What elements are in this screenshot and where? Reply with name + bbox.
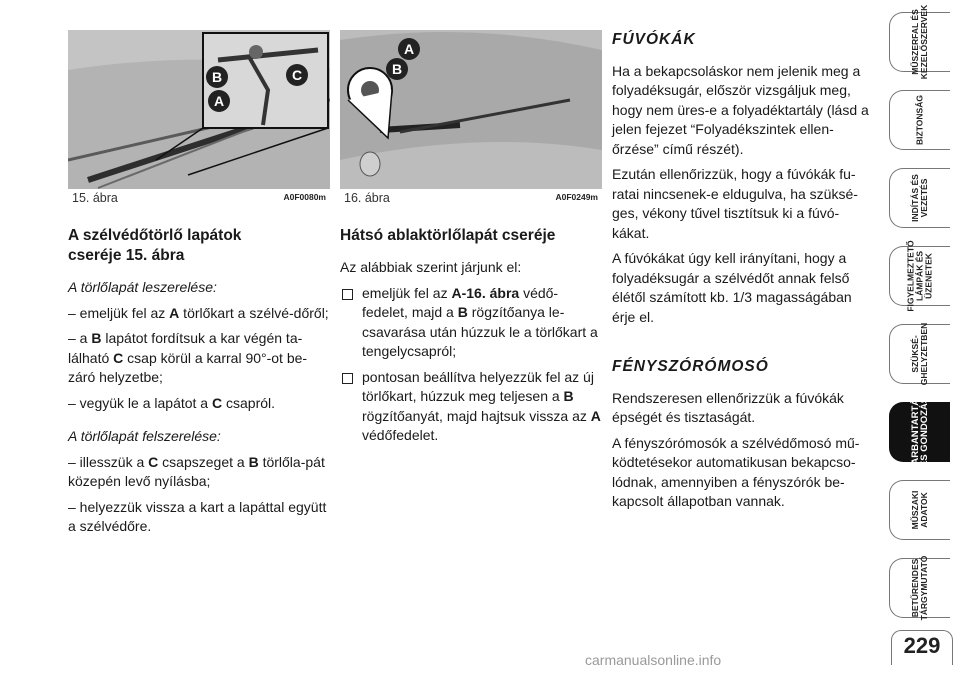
section-heading: Hátsó ablaktörlőlapát cseréje bbox=[340, 227, 556, 244]
section-heading bbox=[68, 226, 330, 266]
chapter-tab-label: BIZTONSÁG bbox=[914, 95, 925, 145]
label-a-marker: A bbox=[208, 90, 230, 112]
label-b-marker: B bbox=[386, 58, 408, 80]
section-title: FÚVÓKÁK bbox=[612, 31, 696, 48]
figure-16 bbox=[340, 30, 602, 189]
label-b-marker: B bbox=[206, 66, 228, 88]
chapter-tab-label: MŰSZAKI ADATOK bbox=[910, 490, 929, 530]
chapter-tab[interactable] bbox=[889, 392, 950, 472]
paragraph: – helyezzük vissza a kart a lapáttal együtt a szélvédőre. bbox=[68, 498, 327, 534]
watermark: carmanualsonline.info bbox=[585, 652, 722, 668]
paragraph: A fényszórómosók a szélvédőmosó mű-ködtetésekor automatikusan bekapcso-lódnak, amennyiben a fényszórók be-kapcsolt állapotban vannak. bbox=[612, 434, 860, 509]
paragraph: – emeljük fel az A törlőkart a szélvé-dőről; bbox=[68, 304, 329, 321]
paragraph: Ezután ellenőrizzük, hogy a fúvókák fu-ratai nincsenek-e eldugulva, ha szüksé-ges, vékony tűvel tisztítsuk ki a fúvó-kákat. bbox=[612, 166, 858, 241]
page-number-box bbox=[891, 630, 953, 665]
column-rear-wiper bbox=[340, 226, 602, 452]
paragraph: – a B lapátot fordítsuk a kar végén ta-lálható C csap körül a karral 90°-ot be-záró helyzetbe; bbox=[68, 330, 308, 385]
rear-wiper-illustration bbox=[340, 30, 602, 189]
heading-line: A szélvédőtörlő lapátok bbox=[68, 227, 242, 244]
subheading: A törlőlapát leszerelése: bbox=[68, 279, 217, 295]
page-number: 229 bbox=[903, 633, 941, 658]
paragraph: – vegyük le a lapátot a C csapról. bbox=[68, 394, 276, 411]
chapter-tab[interactable] bbox=[889, 90, 950, 150]
bullet-list bbox=[340, 284, 602, 446]
label-a-marker: A bbox=[398, 38, 420, 60]
figure-caption: 15. ábra bbox=[72, 191, 118, 205]
chapter-tab[interactable] bbox=[889, 480, 950, 540]
label-c-marker: C bbox=[286, 64, 308, 86]
chapter-tab[interactable] bbox=[889, 555, 950, 621]
list-item: emeljük fel az A-16. ábra védő-fedelet, majd a B rögzítőanya le-csavarása után húzzuk le a törlőkart a tengelycsapról; bbox=[340, 284, 602, 362]
chapter-tab[interactable] bbox=[889, 168, 950, 228]
chapter-tab-label: KARBANTARTÁS ÉS GONDOZÁS bbox=[910, 392, 930, 472]
column-nozzles bbox=[612, 30, 870, 518]
figure-15-caption bbox=[68, 189, 330, 209]
chapter-tab[interactable] bbox=[889, 324, 950, 384]
paragraph: Ha a bekapcsoláskor nem jelenik meg a folyadéksugár, először vizsgáljuk meg, hogy nem üres-e a folyadéktartály (lásd a jelen fejezet “Folyadékszintek ellen-őrzése” című részét). bbox=[612, 62, 869, 157]
chapter-tab[interactable] bbox=[889, 4, 950, 80]
paragraph: A fúvókákat úgy kell irányítani, hogy a folyadéksugár a szélvédőt annak felső élétől számított kb. 1/3 magasságában érje el. bbox=[612, 250, 852, 325]
column-windshield-wiper bbox=[68, 226, 330, 543]
list-item: pontosan beállítva helyezzük fel az új törlőkart, húzzuk meg teljesen a B rögzítőanyát, majd hajtsuk vissza az A védőfedelet. bbox=[340, 368, 602, 446]
section-title: FÉNYSZÓRÓMOSÓ bbox=[612, 358, 769, 375]
figure-code: A0F0249m bbox=[555, 192, 598, 202]
paragraph: Rendszeresen ellenőrizzük a fúvókák épségét és tisztaságát. bbox=[612, 389, 844, 425]
figure-code: A0F0080m bbox=[283, 192, 326, 202]
paragraph: – illesszük a C csapszeget a B törlőla-pát közepén levő nyílásba; bbox=[68, 453, 325, 489]
checkbox-bullet-icon bbox=[342, 373, 353, 384]
paragraph: Az alábbiak szerint járjunk el: bbox=[340, 259, 522, 275]
wiper-blade-illustration bbox=[68, 30, 330, 189]
chapter-tab-label: MŰSZERFAL ÉS KEZELŐSZERVEK bbox=[910, 4, 929, 80]
figure-16-caption bbox=[340, 189, 602, 209]
chapter-tabs bbox=[885, 0, 960, 677]
chapter-tab-label: INDÍTÁS ÉS VEZETÉS bbox=[910, 174, 929, 222]
subheading: A törlőlapát felszerelése: bbox=[68, 428, 221, 444]
figure-caption: 16. ábra bbox=[344, 191, 390, 205]
checkbox-bullet-icon bbox=[342, 289, 353, 300]
figure-15 bbox=[68, 30, 330, 189]
chapter-tab-label: SZÜKSÉ- GHELYZETBEN bbox=[910, 322, 929, 386]
chapter-tab-label: BETŰRENDES TÁRGYMUTATÓ bbox=[910, 555, 929, 621]
heading-line: cseréje 15. ábra bbox=[68, 247, 185, 264]
chapter-tab[interactable] bbox=[889, 240, 950, 312]
chapter-tab-label: FIGYELMEZTETŐ LÁMPÁK ÉS ÜZENETEK bbox=[905, 240, 934, 312]
